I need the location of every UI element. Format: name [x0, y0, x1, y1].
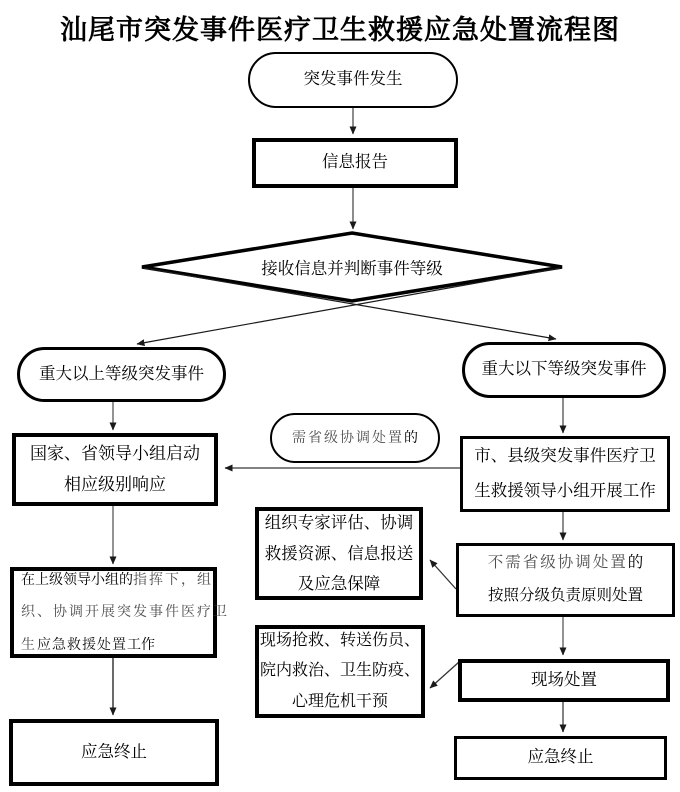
node-end-left: [9, 719, 219, 786]
text-line: 现场抢救、转送伤员、: [259, 631, 420, 649]
text-line: 按照分级负责原则处置: [487, 587, 643, 604]
text-line: 国家、省领导小组启动: [30, 443, 200, 463]
text-line: 及应急保障: [297, 574, 381, 593]
text-line: 需省级协调处置的: [292, 428, 418, 446]
node-major-below-label: 重大以下等级突发事件: [481, 360, 647, 379]
node-start-event: [248, 52, 458, 108]
text-line: 生应急救援处置工作: [21, 635, 155, 653]
text-line: 救援资源、信息报送: [264, 544, 414, 563]
node-national-response: [12, 433, 218, 506]
text-line: 相应级别响应: [64, 474, 166, 494]
node-organize-experts: [255, 507, 423, 600]
node-end-right: [454, 736, 667, 780]
node-need-provincial: [270, 413, 440, 463]
text-line: 在上级领导小组的指挥下，组: [21, 571, 213, 589]
node-scene-disposal-label: 现场处置: [531, 670, 597, 689]
text-line: 院内救治、卫生防疫、: [259, 662, 420, 680]
node-end-left-label: 应急终止: [81, 742, 147, 761]
edge-no-provincial-to-organize-experts: [430, 560, 456, 589]
node-decision-label: [202, 253, 502, 281]
node-major-above-label: 重大以上等级突发事件: [39, 364, 204, 383]
page-title: 汕尾市突发事件医疗卫生救援应急处置流程图: [60, 15, 620, 45]
edge-scene-to-rescue-tasks: [430, 662, 459, 688]
node-city-county-group: [460, 436, 670, 512]
node-scene-disposal: [458, 659, 670, 702]
node-start-event-label: 突发事件发生: [303, 70, 403, 89]
text-line: 市、县级突发事件医疗卫: [474, 447, 656, 466]
text-line: 不需省级协调处置的: [487, 554, 644, 572]
node-info-report-label: 信息报告: [322, 153, 388, 172]
node-info-report: [252, 138, 458, 188]
text-line: 织、协调开展突发事件医疗卫: [21, 605, 229, 621]
node-major-below: [462, 342, 666, 398]
decision-text: 接收信息并判断事件等级: [261, 260, 443, 278]
node-end-right-label: 应急终止: [527, 748, 594, 767]
text-line: 心理危机干预: [291, 692, 388, 710]
text-line: 生救援领导小组开展工作: [474, 482, 656, 500]
node-rescue-tasks: [255, 625, 425, 718]
node-under-leadership: [10, 567, 229, 658]
node-major-above: [17, 347, 226, 402]
node-no-provincial: [456, 543, 675, 617]
text-line: 组织专家评估、协调: [264, 514, 414, 533]
